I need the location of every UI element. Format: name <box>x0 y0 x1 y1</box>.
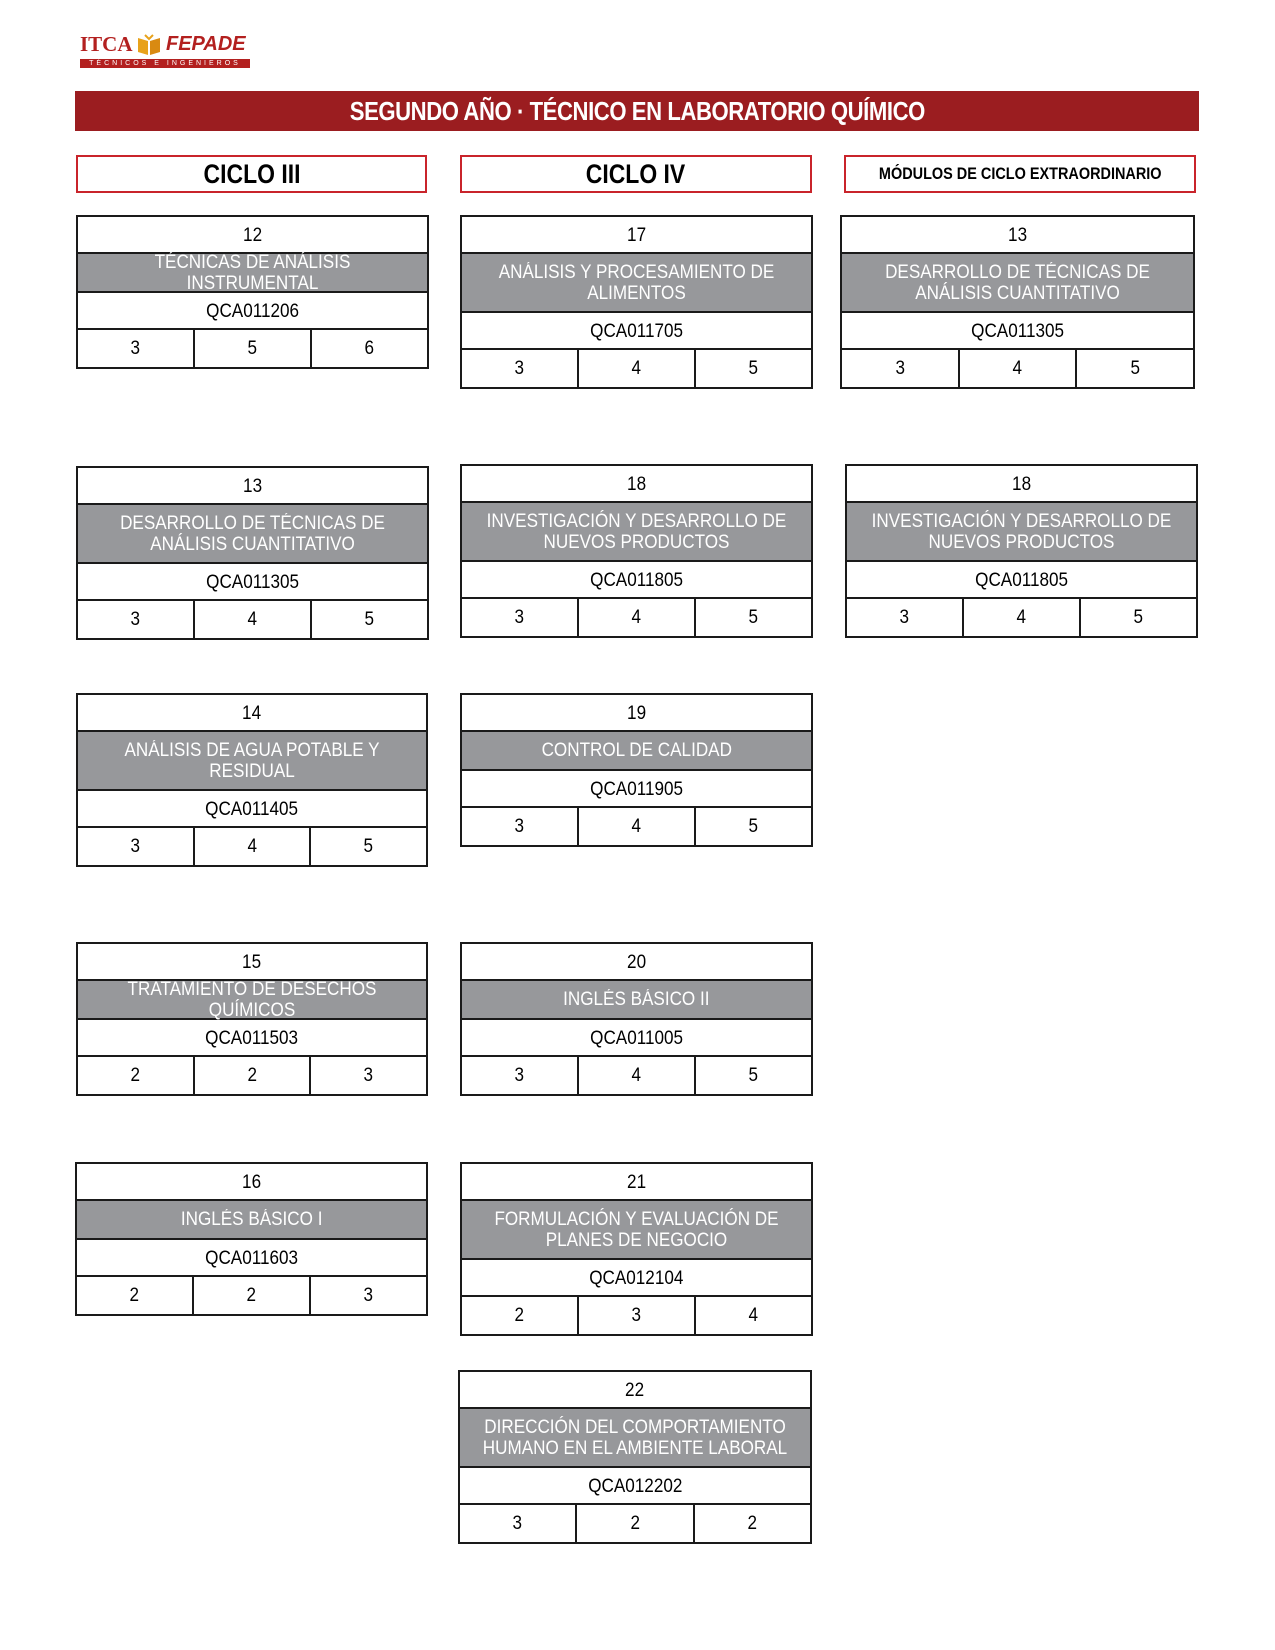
course-number-text: 13 <box>1007 225 1028 246</box>
course-value: 3 <box>130 609 141 630</box>
course-name-text: TÉCNICAS DE ANÁLISIS INSTRUMENTAL <box>154 251 351 294</box>
course-values-row <box>462 350 811 387</box>
course-code-text: QCA011905 <box>590 779 683 800</box>
course-value: 3 <box>514 358 525 379</box>
course-name <box>462 981 811 1020</box>
course-value: 3 <box>899 607 910 628</box>
course-value: 4 <box>631 358 642 379</box>
course-value-cell <box>77 1277 194 1314</box>
course-name-text: ANÁLISIS DE AGUA POTABLE Y RESIDUAL <box>124 739 380 782</box>
course-card <box>460 942 813 1096</box>
course-code-text: QCA011206 <box>206 301 299 322</box>
course-number-text: 13 <box>242 476 263 497</box>
course-value-cell <box>579 1297 696 1334</box>
course-name <box>77 1201 426 1240</box>
course-values-row <box>78 1057 426 1094</box>
course-value-cell <box>78 828 195 865</box>
course-name-text: INVESTIGACIÓN Y DESARROLLO DE NUEVOS PRODUCTOS <box>486 510 787 553</box>
course-value: 3 <box>895 358 905 379</box>
course-code-text: QCA011005 <box>590 1028 683 1049</box>
course-values-row <box>78 828 426 865</box>
course-name <box>78 978 426 1021</box>
course-card <box>75 1162 428 1316</box>
course-value: 4 <box>247 836 257 857</box>
course-number <box>462 217 811 254</box>
course-values-row <box>462 1057 811 1094</box>
course-values-row <box>78 330 427 367</box>
course-value: 5 <box>748 607 759 628</box>
course-values-row <box>78 601 427 638</box>
course-code <box>78 791 426 828</box>
course-code <box>462 313 811 350</box>
course-card <box>840 215 1195 389</box>
course-name <box>78 505 427 564</box>
course-value: 3 <box>363 1065 374 1086</box>
course-name-text: DESARROLLO DE TÉCNICAS DE ANÁLISIS CUANTITATIVO <box>120 512 385 555</box>
course-number-text: 22 <box>625 1380 645 1401</box>
course-value-cell <box>195 601 312 638</box>
course-number <box>462 466 811 503</box>
course-number <box>462 944 811 981</box>
course-name <box>847 503 1196 562</box>
course-value: 4 <box>247 609 258 630</box>
course-value: 4 <box>1016 607 1027 628</box>
course-number-text: 16 <box>241 1172 262 1193</box>
course-value-cell <box>1081 599 1196 636</box>
course-number-text: 15 <box>242 952 262 973</box>
course-value: 4 <box>631 816 642 837</box>
course-code-text: QCA011603 <box>205 1248 298 1269</box>
course-code <box>462 562 811 599</box>
course-value-cell <box>195 330 312 367</box>
course-number <box>78 468 427 505</box>
course-value: 3 <box>512 1513 523 1534</box>
course-code-text: QCA012202 <box>587 1476 683 1497</box>
course-name-text: DIRECCIÓN DEL COMPORTAMIENTO HUMANO EN EL AMBIENTE LABORAL <box>482 1416 788 1459</box>
column-header-label: CICLO III <box>203 159 300 189</box>
course-value: 5 <box>748 1065 759 1086</box>
page-title-banner <box>75 91 1199 131</box>
course-number-text: 17 <box>626 225 647 246</box>
course-value-cell <box>847 599 964 636</box>
course-value: 4 <box>631 1065 642 1086</box>
course-value: 2 <box>129 1285 140 1306</box>
course-name-text: FORMULACIÓN Y EVALUACIÓN DE PLANES DE NEGOCIO <box>494 1208 779 1251</box>
course-card <box>460 464 813 638</box>
course-name <box>78 251 427 294</box>
course-code-text: QCA011305 <box>971 321 1064 342</box>
course-value-cell <box>696 1297 811 1334</box>
course-value: 2 <box>514 1305 525 1326</box>
course-value-cell <box>964 599 1081 636</box>
course-number-text: 19 <box>626 703 647 724</box>
course-card <box>76 942 428 1096</box>
course-number-text: 12 <box>242 225 263 246</box>
course-name-text: INGLÉS BÁSICO II <box>563 989 710 1010</box>
course-code <box>460 1468 810 1505</box>
column-header-label: CICLO IV <box>586 159 686 189</box>
course-code <box>842 313 1193 350</box>
course-value: 4 <box>748 1305 759 1326</box>
course-value: 2 <box>630 1513 640 1534</box>
course-code <box>77 1240 426 1277</box>
book-icon <box>136 34 162 56</box>
course-name-text: DESARROLLO DE TÉCNICAS DE ANÁLISIS CUANTITATIVO <box>885 261 1150 304</box>
course-name-text: CONTROL DE CALIDAD <box>541 740 732 761</box>
course-value: 3 <box>631 1305 642 1326</box>
course-value-cell <box>311 828 426 865</box>
course-value: 3 <box>130 836 141 857</box>
course-value-cell <box>462 808 579 845</box>
course-values-row <box>847 599 1196 636</box>
course-number <box>462 695 811 732</box>
course-value-cell <box>579 808 696 845</box>
course-value-cell <box>311 1057 426 1094</box>
course-value-cell <box>579 599 696 636</box>
course-value: 3 <box>514 1065 525 1086</box>
course-code <box>847 562 1196 599</box>
course-code <box>462 771 811 808</box>
course-value: 5 <box>364 609 375 630</box>
course-name <box>462 254 811 313</box>
course-value: 2 <box>130 1065 141 1086</box>
course-values-row <box>462 808 811 845</box>
logo-tagline: TÉCNICOS E INGENIEROS <box>80 59 250 68</box>
course-code <box>78 1020 426 1057</box>
course-number <box>77 1164 426 1201</box>
course-value-cell <box>462 1297 579 1334</box>
course-card <box>845 464 1198 638</box>
course-value: 5 <box>247 338 258 359</box>
course-values-row <box>462 599 811 636</box>
column-header-ciclo-iii <box>76 155 427 193</box>
course-value-cell <box>462 599 579 636</box>
course-value-cell <box>695 1505 810 1542</box>
course-value-cell <box>194 1277 311 1314</box>
course-value-cell <box>696 350 811 387</box>
column-header-ciclo-iv <box>460 155 812 193</box>
course-value: 4 <box>631 607 642 628</box>
course-value-cell <box>78 1057 195 1094</box>
course-value-cell <box>579 350 696 387</box>
course-value-cell <box>195 1057 312 1094</box>
course-number-text: 21 <box>626 1172 647 1193</box>
course-value: 5 <box>748 358 759 379</box>
course-value-cell <box>696 808 811 845</box>
course-value-cell <box>842 350 960 387</box>
course-value-cell <box>960 350 1078 387</box>
course-value-cell <box>312 330 427 367</box>
course-number <box>78 695 426 732</box>
course-card <box>460 693 813 847</box>
course-code-text: QCA012104 <box>589 1268 684 1289</box>
course-value: 3 <box>363 1285 374 1306</box>
course-value-cell <box>577 1505 694 1542</box>
course-number-text: 18 <box>626 474 647 495</box>
course-card <box>460 1162 813 1336</box>
course-value: 5 <box>748 816 759 837</box>
course-code <box>78 564 427 601</box>
course-value-cell <box>312 601 427 638</box>
course-name <box>842 254 1193 313</box>
course-value-cell <box>195 828 312 865</box>
course-code-text: QCA011805 <box>975 570 1068 591</box>
course-values-row <box>77 1277 426 1314</box>
course-value-cell <box>311 1277 426 1314</box>
logo-itca-text: ITCA <box>80 32 133 56</box>
course-name <box>460 1409 810 1468</box>
course-card <box>458 1370 812 1544</box>
course-value-cell <box>462 1057 579 1094</box>
course-value: 2 <box>247 1065 257 1086</box>
course-name <box>462 503 811 562</box>
course-name <box>78 732 426 791</box>
course-code-text: QCA011503 <box>205 1028 299 1049</box>
column-header-extraordinario <box>844 155 1196 193</box>
course-number <box>462 1164 811 1201</box>
course-number <box>78 217 427 254</box>
course-value-cell <box>460 1505 577 1542</box>
course-code <box>462 1260 811 1297</box>
course-name <box>462 1201 811 1260</box>
logo-fepade-text: FEPADE <box>166 33 246 55</box>
course-values-row <box>842 350 1193 387</box>
course-card <box>76 466 429 640</box>
course-name-text: TRATAMIENTO DE DESECHOS QUÍMICOS <box>127 978 377 1021</box>
course-name-text: ANÁLISIS Y PROCESAMIENTO DE ALIMENTOS <box>498 261 775 304</box>
course-value: 2 <box>246 1285 257 1306</box>
course-card <box>76 693 428 867</box>
course-value-cell <box>462 350 579 387</box>
course-value: 5 <box>1130 358 1140 379</box>
course-value-cell <box>1077 350 1193 387</box>
course-value-cell <box>696 599 811 636</box>
course-values-row <box>462 1297 811 1334</box>
course-value: 2 <box>747 1513 758 1534</box>
course-value: 6 <box>364 338 375 359</box>
course-number-text: 18 <box>1011 474 1032 495</box>
course-value: 5 <box>1133 607 1144 628</box>
course-code <box>78 293 427 330</box>
course-value-cell <box>579 1057 696 1094</box>
course-number-text: 20 <box>626 952 647 973</box>
course-code <box>462 1020 811 1057</box>
course-name <box>462 732 811 771</box>
course-card <box>460 215 813 389</box>
course-value-cell <box>696 1057 811 1094</box>
course-value-cell <box>78 601 195 638</box>
course-code-text: QCA011405 <box>205 799 299 820</box>
course-number <box>78 944 426 981</box>
course-value: 4 <box>1012 358 1023 379</box>
course-value-cell <box>78 330 195 367</box>
course-card <box>76 215 429 369</box>
course-code-text: QCA011705 <box>590 321 683 342</box>
course-number-text: 14 <box>242 703 262 724</box>
course-code-text: QCA011805 <box>590 570 683 591</box>
course-number <box>847 466 1196 503</box>
course-values-row <box>460 1505 810 1542</box>
course-code-text: QCA011305 <box>206 572 299 593</box>
column-header-label: MÓDULOS DE CICLO EXTRAORDINARIO <box>878 164 1162 183</box>
itca-fepade-logo <box>80 32 255 70</box>
course-name-text: INVESTIGACIÓN Y DESARROLLO DE NUEVOS PRODUCTOS <box>871 510 1172 553</box>
course-value: 3 <box>130 338 141 359</box>
course-name-text: INGLÉS BÁSICO I <box>180 1209 323 1230</box>
course-value: 3 <box>514 816 525 837</box>
course-value: 3 <box>514 607 525 628</box>
course-number <box>460 1372 810 1409</box>
page-title: SEGUNDO AÑO · TÉCNICO EN LABORATORIO QUÍMICO <box>349 96 925 126</box>
course-number <box>842 217 1193 254</box>
course-value: 5 <box>363 836 374 857</box>
